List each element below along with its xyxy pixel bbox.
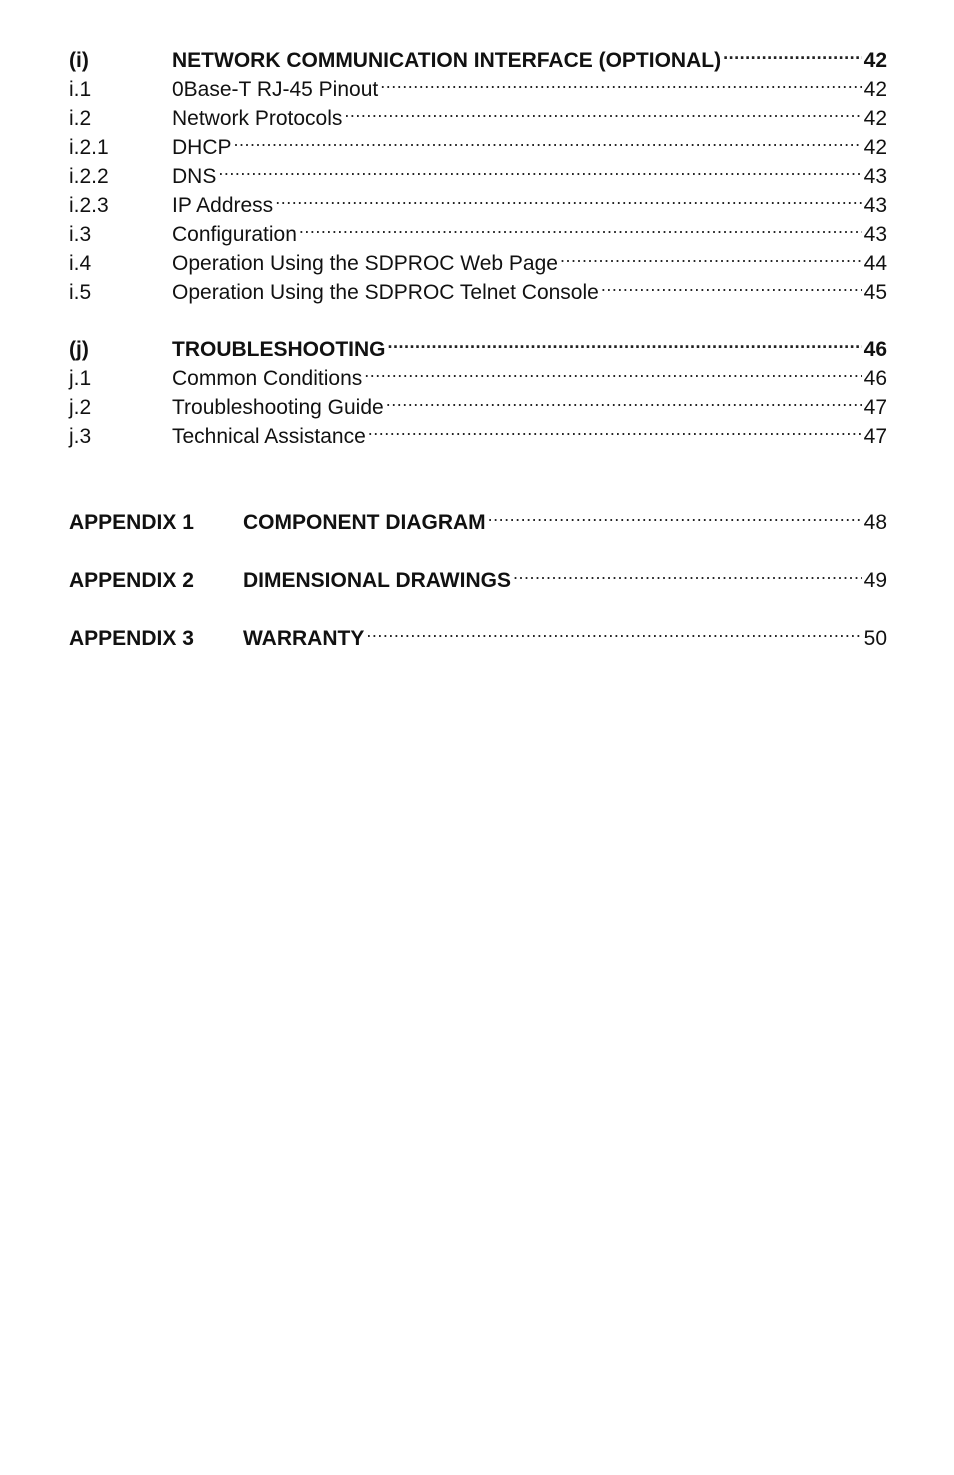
toc-entry-number: i.2.2 — [69, 165, 109, 188]
table-of-contents — [69, 38, 887, 650]
toc-entry-title: 0Base-T RJ-45 Pinout — [172, 78, 379, 101]
toc-page-number: 46 — [863, 367, 887, 390]
toc-dot-leader — [388, 327, 862, 356]
toc-entry-number: i.3 — [69, 223, 92, 246]
toc-entry-number: i.5 — [69, 281, 92, 304]
toc-page-number: 47 — [863, 425, 887, 448]
toc-entry-number: i.2 — [69, 107, 92, 130]
toc-appendix-title: DIMENSIONAL DRAWINGS — [243, 569, 511, 592]
toc-dot-leader — [601, 270, 862, 299]
toc-entry-title: Operation Using the SDPROC Web Page — [172, 252, 558, 275]
toc-entry-number: (j) — [69, 338, 89, 361]
toc-page-number: 44 — [863, 252, 887, 275]
toc-dot-leader — [368, 414, 862, 443]
toc-dot-leader — [386, 385, 862, 414]
toc-entry-title: IP Address — [172, 194, 274, 217]
toc-entry-number: i.4 — [69, 252, 92, 275]
toc-dot-leader — [488, 500, 862, 529]
toc-appendices — [69, 500, 887, 650]
toc-entry-title: Common Conditions — [172, 367, 363, 390]
toc-entry-title: Technical Assistance — [172, 425, 366, 448]
toc-dot-leader — [299, 212, 862, 241]
toc-dot-leader — [380, 67, 861, 96]
toc-entry-number: i.2.3 — [69, 194, 109, 217]
toc-page-number: 48 — [863, 511, 887, 534]
toc-appendix-entry[interactable] — [69, 616, 887, 650]
toc-page-number: 43 — [863, 223, 887, 246]
toc-entry-title: TROUBLESHOOTING — [172, 338, 386, 361]
toc-entry-title: DNS — [172, 165, 217, 188]
toc-page-number: 42 — [863, 107, 887, 130]
toc-entry-number: j.1 — [69, 367, 92, 390]
toc-page-number: 46 — [863, 338, 887, 361]
toc-entry-title: Network Protocols — [172, 107, 343, 130]
toc-dot-leader — [344, 96, 861, 125]
section-spacer — [69, 471, 887, 500]
toc-entry-number: (i) — [69, 49, 89, 72]
toc-dot-leader — [513, 558, 862, 587]
toc-dot-leader — [723, 38, 862, 67]
toc-appendix-title: COMPONENT DIAGRAM — [243, 511, 486, 534]
toc-entry-title: Troubleshooting Guide — [172, 396, 384, 419]
toc-page-number: 43 — [863, 194, 887, 217]
toc-entry-title: Operation Using the SDPROC Telnet Console — [172, 281, 599, 304]
toc-dot-leader — [275, 183, 861, 212]
toc-section-j — [69, 327, 887, 448]
toc-page-number: 42 — [863, 136, 887, 159]
toc-page-number: 49 — [863, 569, 887, 592]
toc-page-number: 42 — [863, 78, 887, 101]
toc-appendix-entry[interactable] — [69, 500, 887, 534]
toc-appendix-title: WARRANTY — [243, 627, 365, 650]
toc-appendix-number: APPENDIX 3 — [69, 627, 194, 650]
toc-section-heading[interactable] — [69, 38, 887, 72]
toc-dot-leader — [364, 356, 861, 385]
toc-dot-leader — [560, 241, 862, 270]
toc-dot-leader — [218, 154, 861, 183]
toc-entry-title: DHCP — [172, 136, 232, 159]
toc-dot-leader — [366, 616, 861, 645]
toc-appendix-number: APPENDIX 1 — [69, 511, 194, 534]
toc-entry-number: i.2.1 — [69, 136, 109, 159]
toc-page-number: 42 — [863, 49, 887, 72]
toc-appendix-entry[interactable] — [69, 558, 887, 592]
toc-section-heading[interactable] — [69, 327, 887, 361]
toc-entry-title: NETWORK COMMUNICATION INTERFACE (OPTIONAL) — [172, 49, 722, 72]
toc-entry-number: j.2 — [69, 396, 92, 419]
toc-entry-number: j.3 — [69, 425, 92, 448]
toc-entry-number: i.1 — [69, 78, 92, 101]
toc-dot-leader — [234, 125, 862, 154]
toc-page-number: 43 — [863, 165, 887, 188]
toc-page-number: 45 — [863, 281, 887, 304]
toc-page-number: 47 — [863, 396, 887, 419]
toc-entry-title: Configuration — [172, 223, 297, 246]
toc-section-i — [69, 38, 887, 304]
toc-page-number: 50 — [863, 627, 887, 650]
toc-appendix-number: APPENDIX 2 — [69, 569, 194, 592]
